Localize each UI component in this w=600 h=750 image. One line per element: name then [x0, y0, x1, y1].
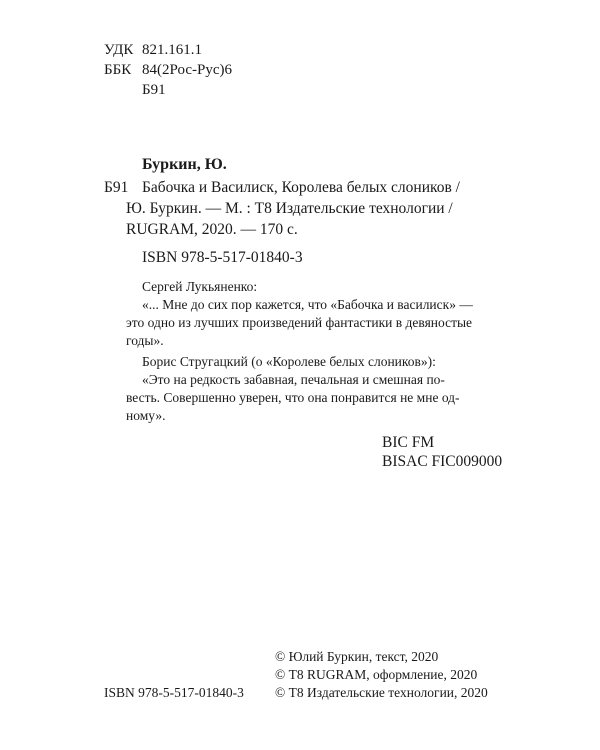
bisac-code: BISAC FIC009000 [382, 453, 503, 470]
quote-1-line-3: годы». [126, 333, 164, 348]
udk-value: 821.161.1 [142, 42, 202, 58]
author-heading: Буркин, Ю. [142, 156, 227, 173]
quote-2-line-1: «Это на редкость забавная, печальная и смешная по- [142, 372, 445, 387]
quote-1-line-1: «... Мне до сих пор кажется, что «Бабочка и василиск» — [142, 297, 473, 312]
footer-isbn: ISBN 978-5-517-01840-3 [104, 685, 244, 700]
bbk-line [104, 60, 232, 80]
entry-isbn: ISBN 978-5-517-01840-3 [142, 249, 303, 266]
cutter-code: Б91 [142, 82, 166, 98]
copyright-2: © Т8 RUGRAM, оформление, 2020 [275, 667, 478, 682]
description-line-1: Бабочка и Василиск, Королева белых слоников / [142, 179, 460, 196]
copyright-1: © Юлий Буркин, текст, 2020 [275, 649, 439, 664]
bbk-label: ББК [104, 62, 132, 78]
quote-1-line-2: это одно из лучших произведений фантастики в девяностые [126, 315, 473, 330]
description-line-3: RUGRAM, 2020. — 170 с. [126, 221, 298, 238]
copyright-3: © Т8 Издательские технологии, 2020 [275, 685, 488, 700]
quote-2-line-3: ному». [126, 408, 166, 423]
description-line-2: Ю. Буркин. — М. : Т8 Издательские технологии / [126, 200, 453, 217]
udk-line [104, 40, 202, 60]
quote-1-attribution: Сергей Лукьяненко: [142, 279, 258, 294]
entry-code: Б91 [104, 179, 129, 196]
udk-label: УДК [104, 42, 134, 58]
bic-code: BIC FM [382, 434, 435, 451]
quote-2-attribution: Борис Стругацкий (о «Королеве белых слоников»): [142, 354, 436, 369]
bbk-value: 84(2Рос-Рус)6 [142, 62, 232, 78]
quote-2-line-2: весть. Совершенно уверен, что она понравится не мне од- [126, 390, 460, 405]
